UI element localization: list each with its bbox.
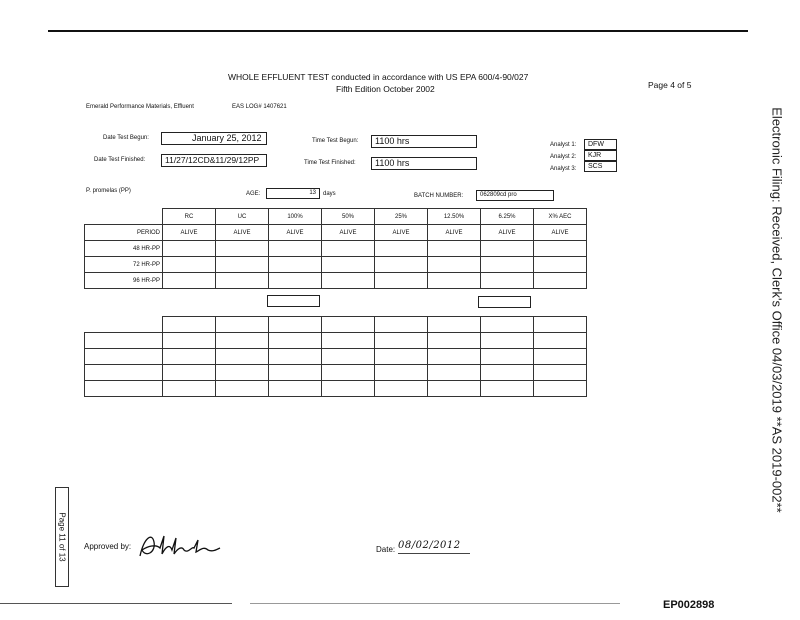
cell xyxy=(534,349,587,365)
signature xyxy=(134,528,224,562)
alive-label: ALIVE xyxy=(375,225,428,241)
cell xyxy=(481,365,534,381)
cell xyxy=(428,381,481,397)
date-finished-value: 11/27/12CD&11/29/12PP xyxy=(165,155,260,165)
cell xyxy=(163,273,216,289)
table-row xyxy=(85,317,587,333)
species: P. promelas (PP) xyxy=(86,188,131,194)
analyst-3-value: SCS xyxy=(588,163,603,170)
date-begun-value: January 25, 2012 xyxy=(192,133,262,143)
electronic-filing-stamp: Electronic Filing: Received, Clerk's Office 04/03/2019 **AS 2019-002** xyxy=(769,107,785,513)
cell xyxy=(269,317,322,333)
cell xyxy=(269,241,322,257)
cell xyxy=(163,317,216,333)
page-stamp xyxy=(55,487,69,587)
alive-label: ALIVE xyxy=(269,225,322,241)
cell xyxy=(375,241,428,257)
cell xyxy=(481,257,534,273)
time-begun-label: Time Test Begun: xyxy=(312,138,359,144)
col-header: 12.50% xyxy=(428,209,481,225)
col-header: RC xyxy=(163,209,216,225)
cell xyxy=(85,365,163,381)
cell xyxy=(269,273,322,289)
table-row xyxy=(85,333,587,349)
cell xyxy=(322,257,375,273)
client-name: Emerald Performance Materials, Effluent xyxy=(86,104,194,110)
cell xyxy=(163,257,216,273)
batch-value: 062809cd pro xyxy=(480,192,517,198)
table-row xyxy=(85,365,587,381)
col-header: 25% xyxy=(375,209,428,225)
analyst-1-label: Analyst 1: xyxy=(550,142,577,148)
cell xyxy=(375,349,428,365)
cell xyxy=(216,365,269,381)
cell xyxy=(481,333,534,349)
page-stamp-text: Page 11 of 13 xyxy=(57,512,67,562)
cell xyxy=(534,333,587,349)
cell xyxy=(322,333,375,349)
table-row xyxy=(85,257,587,273)
bates-number: EP002898 xyxy=(663,599,715,611)
cell xyxy=(428,257,481,273)
date-begun-label: Date Test Begun: xyxy=(103,135,149,141)
time-begun-value: 1100 hrs xyxy=(375,136,410,146)
cell xyxy=(269,257,322,273)
corner-cell xyxy=(85,209,163,225)
batch-field xyxy=(476,190,554,201)
cell xyxy=(481,241,534,257)
test-edition: Fifth Edition October 2002 xyxy=(336,84,435,94)
col-header: UC xyxy=(216,209,269,225)
date-finished-label: Date Test Finished: xyxy=(94,157,146,163)
cell xyxy=(322,317,375,333)
col-header: X% AEC xyxy=(534,209,587,225)
analyst-1-field xyxy=(584,139,617,150)
analyst-3-label: Analyst 3: xyxy=(550,166,577,172)
cell xyxy=(428,333,481,349)
cell xyxy=(216,333,269,349)
cell xyxy=(375,333,428,349)
table-row xyxy=(85,241,587,257)
row-label: 72 HR-PP xyxy=(85,257,163,273)
time-finished-label: Time Test Finished: xyxy=(304,160,356,166)
cell xyxy=(163,365,216,381)
cell xyxy=(322,365,375,381)
date-underline xyxy=(398,553,470,554)
cell xyxy=(428,273,481,289)
cell xyxy=(534,317,587,333)
time-finished-field xyxy=(371,157,477,170)
cell xyxy=(322,241,375,257)
cell xyxy=(534,381,587,397)
cell xyxy=(216,257,269,273)
cell xyxy=(375,273,428,289)
cell xyxy=(85,349,163,365)
time-begun-field xyxy=(371,135,477,148)
cell xyxy=(534,365,587,381)
cell xyxy=(481,317,534,333)
col-header: 6.25% xyxy=(481,209,534,225)
cell xyxy=(216,273,269,289)
cell xyxy=(322,381,375,397)
empty-box-right xyxy=(478,296,531,308)
period-label: PERIOD xyxy=(85,225,163,241)
cell xyxy=(269,381,322,397)
cell xyxy=(428,241,481,257)
age-value: 13 xyxy=(309,190,316,196)
alive-label: ALIVE xyxy=(534,225,587,241)
cell xyxy=(216,317,269,333)
analyst-2-value: KJR xyxy=(588,152,602,159)
row-label: 48 HR-PP xyxy=(85,241,163,257)
col-header: 50% xyxy=(322,209,375,225)
cell xyxy=(85,381,163,397)
cell xyxy=(216,381,269,397)
alive-label: ALIVE xyxy=(322,225,375,241)
analyst-2-field xyxy=(584,150,617,161)
cell xyxy=(375,257,428,273)
alive-label: ALIVE xyxy=(481,225,534,241)
results-table xyxy=(84,208,587,289)
cell xyxy=(216,349,269,365)
cell xyxy=(216,241,269,257)
table-row xyxy=(85,349,587,365)
cell xyxy=(163,349,216,365)
cell xyxy=(534,241,587,257)
row-label: 96 HR-PP xyxy=(85,273,163,289)
cell xyxy=(375,317,428,333)
date-finished-field xyxy=(161,154,267,167)
cell xyxy=(322,273,375,289)
batch-label: BATCH NUMBER: xyxy=(414,193,464,199)
alive-label: ALIVE xyxy=(163,225,216,241)
cell xyxy=(163,241,216,257)
cell xyxy=(534,273,587,289)
cell xyxy=(375,381,428,397)
age-unit: days xyxy=(323,191,336,197)
cell xyxy=(269,333,322,349)
cell xyxy=(428,365,481,381)
corner-cell xyxy=(85,317,163,333)
blank-table xyxy=(84,316,587,397)
cell xyxy=(428,317,481,333)
page-number: Page 4 of 5 xyxy=(648,80,692,90)
cell xyxy=(481,273,534,289)
empty-box-left xyxy=(267,295,320,307)
age-label: AGE: xyxy=(246,191,261,197)
test-title: WHOLE EFFLUENT TEST conducted in accordance with US EPA 600/4-90/027 xyxy=(228,72,529,82)
time-finished-value: 1100 hrs xyxy=(375,158,410,168)
cell xyxy=(163,381,216,397)
table-header-row xyxy=(85,209,587,225)
cell xyxy=(534,257,587,273)
cell xyxy=(322,349,375,365)
date-begun-field xyxy=(161,132,267,145)
cell xyxy=(269,349,322,365)
approval-date: 08/02/2012 xyxy=(398,540,461,551)
cell xyxy=(481,381,534,397)
analyst-2-label: Analyst 2: xyxy=(550,154,577,160)
analyst-1-value: DFW xyxy=(588,141,604,148)
table-subheader-row xyxy=(85,225,587,241)
table-row xyxy=(85,381,587,397)
cell xyxy=(375,365,428,381)
analyst-3-field xyxy=(584,161,617,172)
bottom-rule xyxy=(0,603,232,604)
cell xyxy=(481,349,534,365)
date-label: Date: xyxy=(376,545,396,554)
age-field xyxy=(266,188,320,199)
bottom-rule-right xyxy=(250,603,620,604)
table-row xyxy=(85,273,587,289)
cell xyxy=(163,333,216,349)
alive-label: ALIVE xyxy=(216,225,269,241)
approved-by-label: Approved by: xyxy=(84,542,132,551)
signature-stroke xyxy=(140,536,220,556)
eas-log: EAS LOG# 1407621 xyxy=(232,104,287,110)
top-rule xyxy=(48,30,748,32)
cell xyxy=(269,365,322,381)
cell xyxy=(428,349,481,365)
alive-label: ALIVE xyxy=(428,225,481,241)
col-header: 100% xyxy=(269,209,322,225)
cell xyxy=(85,333,163,349)
